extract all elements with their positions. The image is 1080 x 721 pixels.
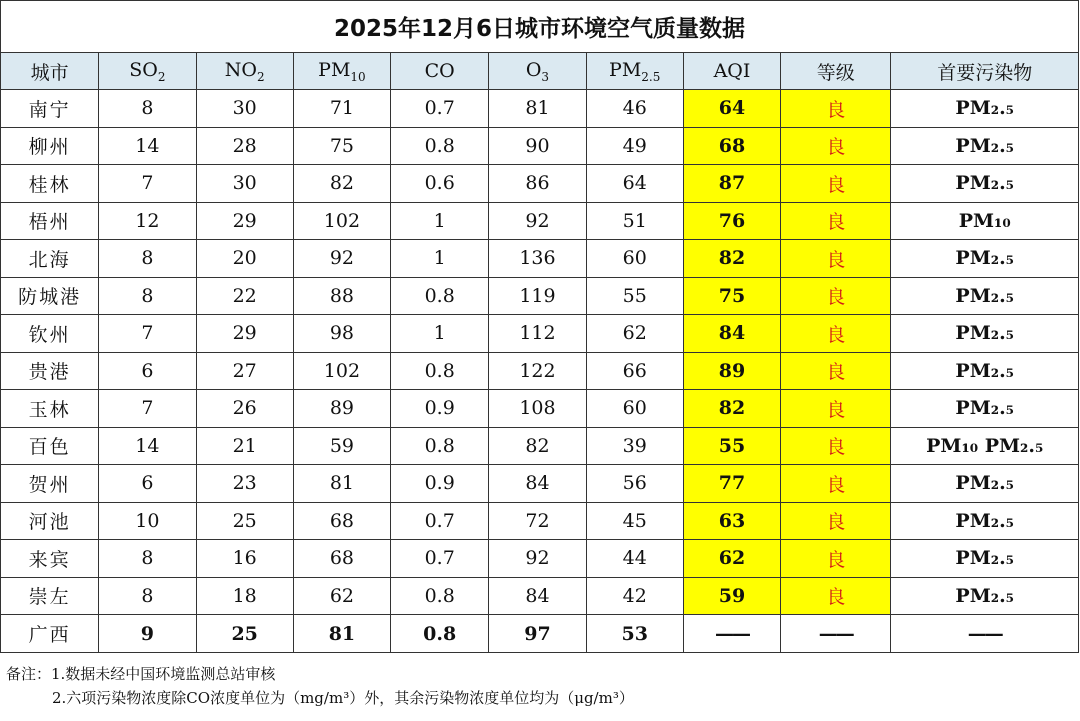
cell-pm10: 59 [293, 427, 390, 465]
cell-no2: 29 [196, 315, 293, 353]
cell-aqi: 87 [683, 165, 780, 203]
cell-aqi: 55 [683, 427, 780, 465]
cell-so2: 14 [99, 127, 196, 165]
cell-pollutant: PM₂.₅ [891, 465, 1079, 503]
cell-aqi: 82 [683, 390, 780, 428]
cell-pm10: 81 [293, 615, 390, 653]
cell-so2: 7 [99, 390, 196, 428]
cell-aqi: 84 [683, 315, 780, 353]
cell-pm10: 89 [293, 390, 390, 428]
header-row [1, 53, 1079, 90]
header-o3 [489, 53, 586, 90]
cell-so2: 12 [99, 202, 196, 240]
table-row [1, 127, 1079, 165]
table-row-total [1, 615, 1079, 653]
cell-o3: 81 [489, 90, 586, 128]
cell-pollutant: PM₂.₅ [891, 165, 1079, 203]
cell-pm25: 46 [586, 90, 683, 128]
cell-pm25: 60 [586, 390, 683, 428]
cell-city: 贺州 [1, 465, 99, 503]
cell-o3: 92 [489, 540, 586, 578]
cell-no2: 22 [196, 277, 293, 315]
cell-level: 良 [781, 240, 891, 278]
cell-no2: 27 [196, 352, 293, 390]
cell-pm25: 55 [586, 277, 683, 315]
cell-city: 百色 [1, 427, 99, 465]
cell-pm10: 92 [293, 240, 390, 278]
cell-so2: 7 [99, 165, 196, 203]
cell-pm25: 39 [586, 427, 683, 465]
cell-o3: 108 [489, 390, 586, 428]
cell-co: 1 [391, 315, 489, 353]
cell-pm10: 81 [293, 465, 390, 503]
header-pm10 [293, 53, 390, 90]
cell-o3: 82 [489, 427, 586, 465]
cell-level: 良 [781, 540, 891, 578]
note-line-2: 2.六项污染物浓度除CO浓度单位为（mg/m³）外，其余污染物浓度单位均为（μg/m³） [52, 689, 634, 707]
cell-city: 玉林 [1, 390, 99, 428]
cell-pm10: 75 [293, 127, 390, 165]
cell-pollutant: PM₁₀ [891, 202, 1079, 240]
cell-so2: 8 [99, 577, 196, 615]
cell-pm10: 68 [293, 540, 390, 578]
cell-aqi: 64 [683, 90, 780, 128]
cell-level: 良 [781, 127, 891, 165]
cell-so2: 7 [99, 315, 196, 353]
cell-co: 1 [391, 202, 489, 240]
table-row [1, 577, 1079, 615]
table-row [1, 540, 1079, 578]
cell-so2: 8 [99, 540, 196, 578]
cell-pm25: 53 [586, 615, 683, 653]
title-row [1, 1, 1079, 53]
cell-so2: 8 [99, 240, 196, 278]
header-pollutant: 首要污染物 [891, 53, 1079, 90]
table-row [1, 465, 1079, 503]
cell-pm25: 49 [586, 127, 683, 165]
note-line-1: 备注：1.数据未经中国环境监测总站审核 [6, 665, 276, 683]
cell-aqi: 76 [683, 202, 780, 240]
cell-so2: 8 [99, 90, 196, 128]
cell-aqi: 63 [683, 502, 780, 540]
cell-city: 桂林 [1, 165, 99, 203]
header-no2-text: NO [224, 58, 257, 81]
cell-pollutant: PM₂.₅ [891, 277, 1079, 315]
cell-level: 良 [781, 502, 891, 540]
cell-pollutant: PM₂.₅ [891, 127, 1079, 165]
cell-aqi: 62 [683, 540, 780, 578]
cell-co: 0.8 [391, 277, 489, 315]
cell-level: 良 [781, 165, 891, 203]
cell-no2: 25 [196, 502, 293, 540]
cell-city: 广西 [1, 615, 99, 653]
header-pm10-text: PM [318, 58, 351, 81]
cell-pollutant: PM₂.₅ [891, 577, 1079, 615]
header-no2 [196, 53, 293, 90]
cell-pm10: 98 [293, 315, 390, 353]
cell-pm25: 64 [586, 165, 683, 203]
cell-level: 良 [781, 390, 891, 428]
cell-level: 良 [781, 427, 891, 465]
cell-o3: 97 [489, 615, 586, 653]
cell-o3: 92 [489, 202, 586, 240]
cell-pm25: 44 [586, 540, 683, 578]
table-row [1, 390, 1079, 428]
header-pm10-sub: 10 [350, 69, 366, 84]
cell-co: 0.8 [391, 615, 489, 653]
cell-aqi: 77 [683, 465, 780, 503]
cell-pm25: 51 [586, 202, 683, 240]
header-level: 等级 [781, 53, 891, 90]
cell-no2: 23 [196, 465, 293, 503]
cell-o3: 119 [489, 277, 586, 315]
cell-pollutant: PM₂.₅ [891, 90, 1079, 128]
cell-pm25: 60 [586, 240, 683, 278]
cell-co: 0.7 [391, 540, 489, 578]
cell-so2: 9 [99, 615, 196, 653]
header-o3-sub: 3 [541, 69, 550, 84]
cell-pollutant: PM₂.₅ [891, 352, 1079, 390]
cell-aqi: 68 [683, 127, 780, 165]
table-row [1, 502, 1079, 540]
header-pm25-sub: 2.5 [641, 69, 661, 84]
cell-city: 崇左 [1, 577, 99, 615]
cell-level: 良 [781, 277, 891, 315]
cell-o3: 90 [489, 127, 586, 165]
cell-pm25: 62 [586, 315, 683, 353]
cell-no2: 30 [196, 165, 293, 203]
cell-aqi: —— [683, 615, 780, 653]
header-pm25 [586, 53, 683, 90]
cell-so2: 14 [99, 427, 196, 465]
cell-no2: 25 [196, 615, 293, 653]
cell-pm10: 71 [293, 90, 390, 128]
cell-pm10: 68 [293, 502, 390, 540]
cell-pollutant: PM₂.₅ [891, 240, 1079, 278]
cell-no2: 29 [196, 202, 293, 240]
cell-city: 河池 [1, 502, 99, 540]
cell-pm10: 62 [293, 577, 390, 615]
table-row [1, 315, 1079, 353]
table-row [1, 427, 1079, 465]
table-title: 2025年12月6日城市环境空气质量数据 [1, 1, 1079, 53]
cell-pollutant: —— [891, 615, 1079, 653]
cell-co: 0.8 [391, 577, 489, 615]
cell-co: 0.9 [391, 390, 489, 428]
cell-pm25: 42 [586, 577, 683, 615]
cell-no2: 20 [196, 240, 293, 278]
cell-level: 良 [781, 90, 891, 128]
cell-no2: 26 [196, 390, 293, 428]
cell-no2: 21 [196, 427, 293, 465]
cell-o3: 72 [489, 502, 586, 540]
header-no2-sub: 2 [256, 69, 265, 84]
header-so2 [99, 53, 196, 90]
cell-no2: 30 [196, 90, 293, 128]
cell-pm10: 88 [293, 277, 390, 315]
header-co: CO [391, 53, 489, 90]
table-row [1, 90, 1079, 128]
cell-co: 1 [391, 240, 489, 278]
cell-pollutant: PM₂.₅ [891, 540, 1079, 578]
cell-city: 南宁 [1, 90, 99, 128]
cell-pm10: 82 [293, 165, 390, 203]
cell-city: 来宾 [1, 540, 99, 578]
cell-no2: 28 [196, 127, 293, 165]
cell-level: 良 [781, 352, 891, 390]
cell-level: 良 [781, 315, 891, 353]
header-o3-text: O [525, 58, 542, 81]
cell-level: 良 [781, 577, 891, 615]
cell-pm10: 102 [293, 202, 390, 240]
cell-city: 柳州 [1, 127, 99, 165]
cell-co: 0.8 [391, 352, 489, 390]
cell-level: 良 [781, 202, 891, 240]
cell-pollutant: PM₂.₅ [891, 390, 1079, 428]
cell-co: 0.7 [391, 90, 489, 128]
cell-city: 钦州 [1, 315, 99, 353]
cell-o3: 136 [489, 240, 586, 278]
cell-aqi: 82 [683, 240, 780, 278]
table-row [1, 202, 1079, 240]
header-so2-sub: 2 [157, 69, 166, 84]
cell-pm25: 56 [586, 465, 683, 503]
notes [6, 662, 634, 710]
cell-pm25: 45 [586, 502, 683, 540]
cell-o3: 84 [489, 577, 586, 615]
cell-city: 梧州 [1, 202, 99, 240]
cell-co: 0.8 [391, 127, 489, 165]
cell-so2: 10 [99, 502, 196, 540]
cell-o3: 84 [489, 465, 586, 503]
table-row [1, 277, 1079, 315]
cell-city: 贵港 [1, 352, 99, 390]
cell-level: —— [781, 615, 891, 653]
cell-level: 良 [781, 465, 891, 503]
cell-aqi: 75 [683, 277, 780, 315]
table-row [1, 240, 1079, 278]
cell-pm10: 102 [293, 352, 390, 390]
cell-o3: 122 [489, 352, 586, 390]
cell-o3: 112 [489, 315, 586, 353]
cell-aqi: 89 [683, 352, 780, 390]
cell-co: 0.6 [391, 165, 489, 203]
cell-aqi: 59 [683, 577, 780, 615]
cell-o3: 86 [489, 165, 586, 203]
cell-co: 0.7 [391, 502, 489, 540]
table-row [1, 165, 1079, 203]
cell-city: 北海 [1, 240, 99, 278]
cell-co: 0.9 [391, 465, 489, 503]
table-row [1, 352, 1079, 390]
cell-so2: 6 [99, 352, 196, 390]
cell-co: 0.8 [391, 427, 489, 465]
cell-pollutant: PM₂.₅ [891, 502, 1079, 540]
cell-so2: 8 [99, 277, 196, 315]
cell-pollutant: PM₂.₅ [891, 315, 1079, 353]
header-pm25-text: PM [609, 58, 642, 81]
cell-city: 防城港 [1, 277, 99, 315]
header-city: 城市 [1, 53, 99, 90]
header-so2-text: SO [129, 58, 158, 81]
header-aqi: AQI [683, 53, 780, 90]
cell-no2: 18 [196, 577, 293, 615]
cell-so2: 6 [99, 465, 196, 503]
cell-no2: 16 [196, 540, 293, 578]
cell-pollutant: PM₁₀ PM₂.₅ [891, 427, 1079, 465]
cell-pm25: 66 [586, 352, 683, 390]
